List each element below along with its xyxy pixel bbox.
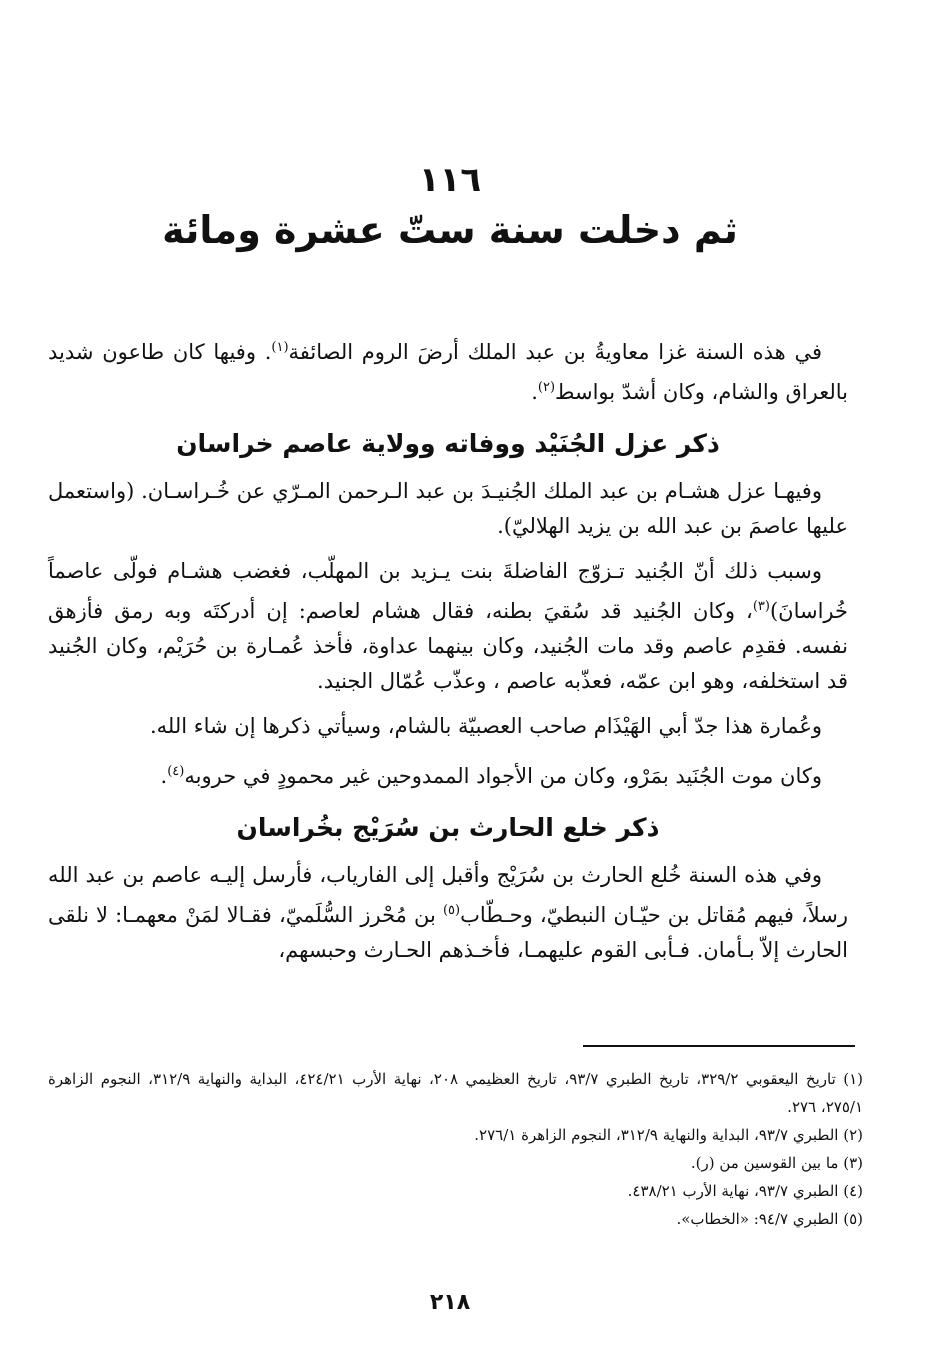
page-number: ٢١٨ xyxy=(429,1290,471,1315)
footnote-ref-3: (٣) xyxy=(752,599,770,614)
footnote-1: (١) تاريخ اليعقوبي ٣٢٩/٢، تاريخ الطبري ٩٣/٧، تاريخ العظيمي ٢٠٨، نهاية الأرب ٤٢٤/٢١، البداية والنهاية ٣١٢/٩، النجوم الزاهرة ٢٧٥/١، ٢٧٦. xyxy=(48,1070,863,1116)
section1-p4-text-b: . xyxy=(160,764,168,788)
section-heading-harith: ذكر خلع الحارث بن سُرَيْج بخُراسان xyxy=(236,813,660,842)
intro-text-1: في هذه السنة غزا معاويةُ بن عبد الملك أرضَ الروم الصائفة xyxy=(288,340,822,364)
section2-p1-text-a: وفي هذه السنة خُلع الحارث بن سُرَيْج وأقبل إلى الفارياب، فأرسل إليـه عاصم بن عبد الله رسلاً، فيهم مُقاتل بن حيّـان النبطيّ، وحـطّاب xyxy=(48,863,848,927)
section2-paragraph-1 xyxy=(48,858,848,968)
section1-p4-text-a: وكان موت الجُنَيد بمَرْو، وكان من الأجواد الممدوحين غير محمودٍ في حروبه xyxy=(184,764,822,788)
year-number: ١١٦ xyxy=(418,160,482,200)
section1-p2-text-a: وسبب ذلك أنّ الجُنيد تـزوّج الفاضلةَ بنت يـزيد بن المهلّب، فغضب هشـام فولّى عاصماً خُراسانَ) xyxy=(48,559,848,623)
section1-paragraph-2 xyxy=(48,554,848,699)
footnote-ref-1: (١) xyxy=(271,340,289,355)
footnote-ref-2: (٢) xyxy=(537,380,556,395)
footnote-4: (٤) الطبري ٩٣/٧، نهاية الأرب ٤٣٨/٢١. xyxy=(627,1182,863,1200)
footnote-divider xyxy=(583,1045,855,1047)
footnote-2: (٢) الطبري ٩٣/٧، البداية والنهاية ٣١٢/٩، النجوم الزاهرة ٢٧٦/١. xyxy=(474,1126,863,1144)
intro-text-2: . وفيها كان طاعون شديد بالعراق والشام، وكان أشدّ بواسط xyxy=(48,340,848,404)
footnotes xyxy=(48,1065,863,1233)
section-heading-junayd: ذكر عزل الجُنَيْد ووفاته وولاية عاصم خراسان xyxy=(176,429,720,458)
footnote-5: (٥) الطبري ٩٤/٧: «الخطاب». xyxy=(676,1210,863,1228)
section2-p1-text-b: بن مُحْرز السُّلَميّ، فقـالا لمَنْ معهمـا: لا نلقى الحارث إلاّ بـأمان. فـأبى القوم عليهمـا، فأخـذهم الحـارث وحبسهم، xyxy=(48,903,848,962)
body-text xyxy=(48,330,848,978)
intro-text-3: . xyxy=(531,380,538,404)
section1-paragraph-3: وعُمارة هذا جدّ أبي الهَيْذَام صاحب العصبيّة بالشام، وسيأتي ذكرها إن شاء الله. xyxy=(149,714,822,738)
section1-p2-text-b: ، وكان الجُنيد قد سُقيَ بطنه، فقال هشام لعاصم: إن أدركتَه وبه رمق فأزهق نفسه. فقدِم عاصم وقد مات الجُنيد، وكان بينهما عداوة، فأخذ عُمـارة بن حُرَيْم، وكان الجُنيد قد استخلفه، وهو ابن عمّه، فعذّبه عاصم ، وعذّب عُمّال الجنيد. xyxy=(48,599,848,693)
section1-paragraph-1: وفيهـا عزل هشـام بن عبد الملك الجُنيـدَ بن عبد الـرحمن المـرّي عن خُـراسـان. (واستعمل عليها عاصمَ بن عبد الله بن يزيد الهلاليّ). xyxy=(48,479,848,538)
footnote-3: (٣) ما بين القوسين من (ر). xyxy=(690,1154,863,1172)
footnote-ref-4: (٤) xyxy=(167,764,185,779)
intro-paragraph xyxy=(48,330,848,410)
chapter-title: ثم دخلت سنة ستّ عشرة ومائة xyxy=(162,208,738,252)
footnote-ref-5: (٥) xyxy=(442,903,461,918)
section1-paragraph-4 xyxy=(48,754,848,794)
